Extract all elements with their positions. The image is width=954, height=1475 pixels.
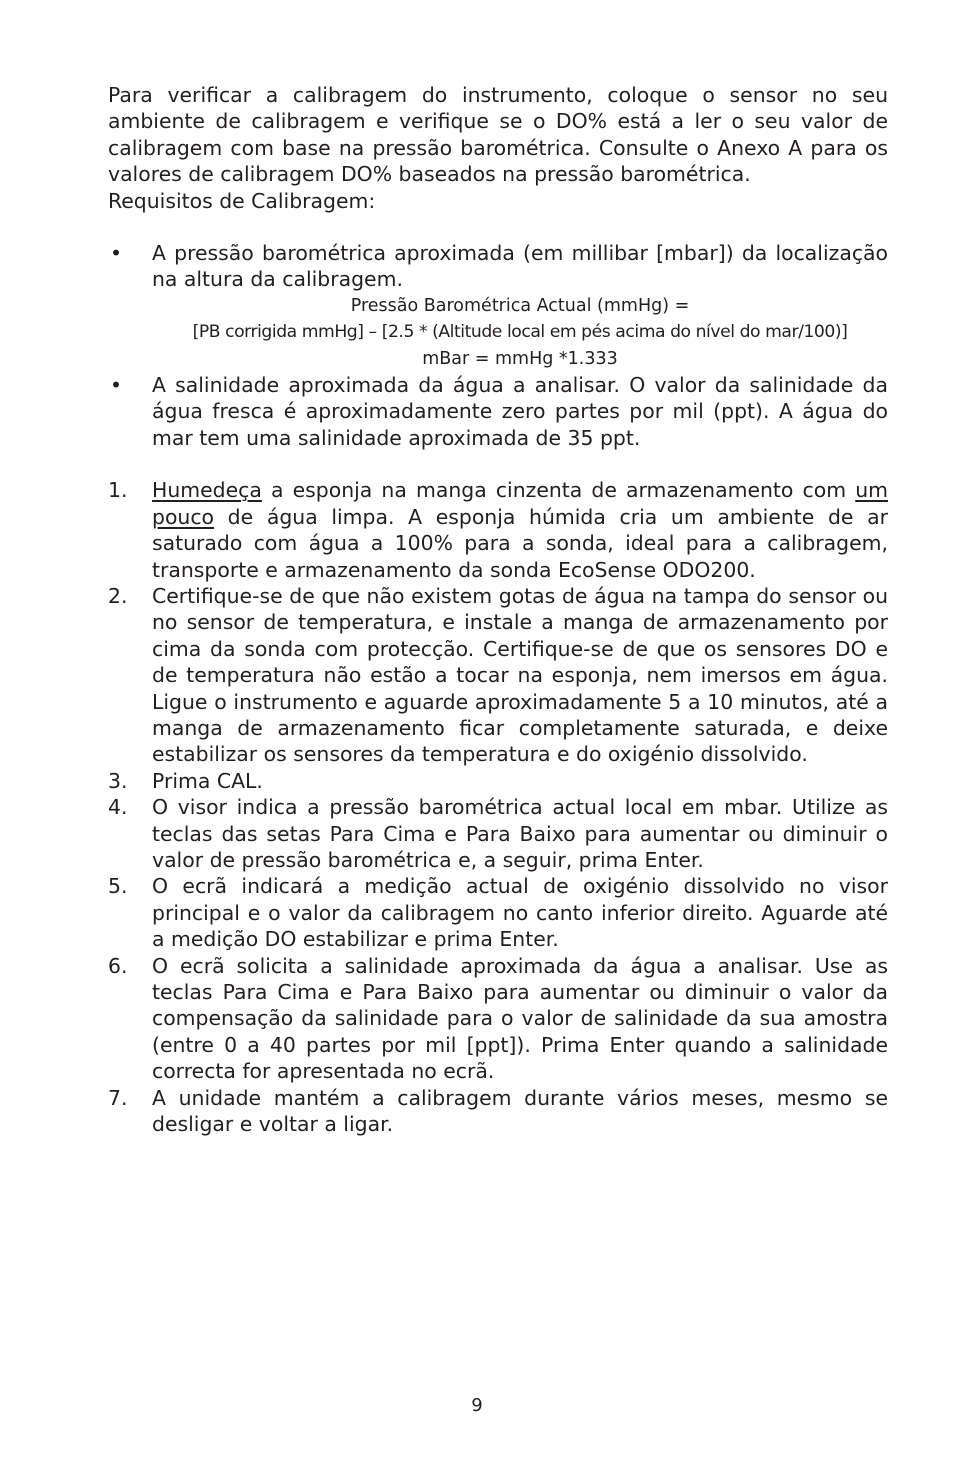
- formula-line-2: [PB corrigida mmHg] – [2.5 * (Altitude local em pés acima do nível do mar/100)]: [192, 322, 848, 343]
- bullet-text: A salinidade aproximada da água a analisar. O valor da salinidade da água fresca é aproximadamente zero partes por mil (ppt). A água do mar tem uma salinidade aproximada de 35 ppt.: [152, 373, 888, 450]
- intro-text: Para verificar a calibragem do instrumento, coloque o sensor no seu ambiente de calibragem e verifique se o DO% está a ler o seu valor de calibragem com base na pressão barométrica. Consulte o Anexo A para os valores de calibragem DO% baseados na pressão barométrica.: [108, 83, 888, 187]
- step-number: 1.: [108, 478, 128, 503]
- formula-block: [108, 293, 888, 372]
- step-text: A unidade mantém a calibragem durante vários meses, mesmo se desligar e voltar a ligar.: [152, 1085, 888, 1137]
- step-item: [108, 1085, 888, 1138]
- step-item: [108, 583, 888, 768]
- list-item: [108, 240, 888, 293]
- step-item: [108, 953, 888, 1085]
- step-number: 7.: [108, 1085, 128, 1110]
- step-text: Certifique-se de que não existem gotas de água na tampa do sensor ou no sensor de temperatura, e instale a manga de armazenamento por cima da sonda com protecção. Certifique-se de que os sensores DO e de temperatura não estão a tocar na esponja, nem imersos em água. Ligue o instrumento e aguarde aproximadamente 5 a 10 minutos, até a manga de armazenamento ficar completamente saturada, e deixe estabilizar os sensores da temperatura e do oxigénio dissolvido.: [152, 583, 888, 767]
- page-number: 9: [471, 1395, 483, 1416]
- step-text: de água limpa. A esponja húmida cria um ambiente de ar saturado com água a 100% para a sonda, ideal para a calibragem, transporte e armazenamento da sonda EcoSense ODO200.: [152, 504, 888, 582]
- step-item: [108, 477, 888, 583]
- step-text: Prima CAL.: [152, 768, 263, 793]
- underlined-word: Humedeça: [152, 478, 262, 503]
- step-number: 5.: [108, 874, 128, 899]
- step-text: O ecrã indicará a medição actual de oxigénio dissolvido no visor principal e o valor da calibragem no canto inferior direito. Aguarde até a medição DO estabilizar e prima Enter.: [152, 874, 888, 952]
- bullet-icon: •: [110, 373, 123, 398]
- page-body: [108, 82, 888, 1137]
- step-item: [108, 794, 888, 873]
- list-item: [108, 372, 888, 451]
- requirements-list: [108, 240, 888, 293]
- step-item: [108, 768, 888, 794]
- calibration-steps: [108, 477, 888, 1137]
- step-number: 3.: [108, 768, 128, 793]
- requirements-heading: Requisitos de Calibragem:: [108, 188, 376, 213]
- step-text: O ecrã solicita a salinidade aproximada da água a analisar. Use as teclas Para Cima e Para Baixo para aumentar ou diminuir o valor da compensação da salinidade para o valor de salinidade da sua amostra (entre 0 a 40 partes por mil [ppt]). Prima Enter quando a salinidade correcta for apresentada no ecrã.: [152, 953, 888, 1084]
- step-item: [108, 873, 888, 952]
- step-number: 6.: [108, 953, 128, 978]
- step-number: 4.: [108, 795, 128, 820]
- step-number: 2.: [108, 583, 128, 608]
- step-text: O visor indica a pressão barométrica actual local em mbar. Utilize as teclas das setas Para Cima e Para Baixo para aumentar ou diminuir o valor de pressão barométrica e, a seguir, prima Enter.: [152, 795, 888, 872]
- intro-paragraph: [108, 82, 888, 214]
- formula-line-1: Pressão Barométrica Actual (mmHg) =: [350, 295, 690, 316]
- step-text: a esponja na manga cinzenta de armazenamento com: [261, 478, 856, 503]
- bullet-icon: •: [110, 241, 123, 266]
- underlined-word: um pouco: [152, 478, 888, 529]
- formula-line-3: mBar = mmHg *1.333: [422, 348, 618, 369]
- bullet-text: A pressão barométrica aproximada (em millibar [mbar]) da localização na altura da calibragem.: [152, 241, 888, 292]
- requirements-list-2: [108, 372, 888, 451]
